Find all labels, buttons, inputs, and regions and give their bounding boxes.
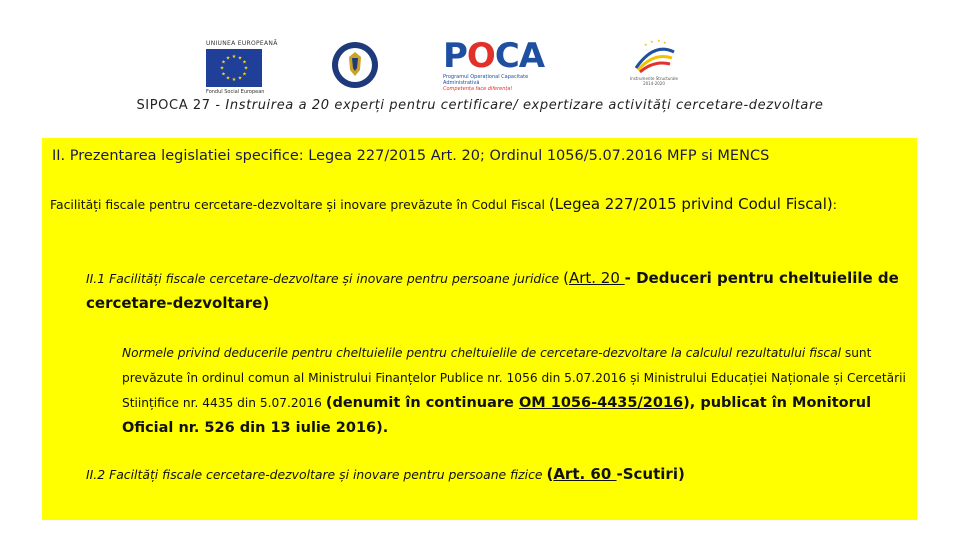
svg-text:★: ★ [242,71,247,78]
svg-text:★: ★ [663,40,667,45]
svg-text:★: ★ [225,55,231,62]
svg-text:★: ★ [231,54,237,60]
svg-text:★: ★ [221,59,226,66]
svg-text:★: ★ [237,55,243,62]
poca-wordmark: POCA [443,36,545,76]
svg-text:★: ★ [657,38,661,43]
svg-text:★: ★ [243,65,249,72]
eu-flag-icon [206,49,262,87]
content-panel [42,138,917,520]
svg-text:★: ★ [219,65,225,72]
section-heading: II. Prezentarea legislatiei specifice: Legea 227/2015 Art. 20; Ordinul 1056/5.07.2016 MFP si MENCS [52,148,770,164]
paragraph-fiscal-facilities: Facilități fiscale pentru cercetare-dezvoltare și inovare prevăzute în Codul Fiscal (Legea 227/2015 privind Codul Fiscal): [50,195,837,213]
paragraph-natural-persons: II.2 Faciltăți fiscale cercetare-dezvoltare și inovare pentru persoane fizice (Art. 60 -Scutiri) [86,465,685,483]
eu-logo [206,40,278,95]
svg-text:★: ★ [650,39,654,44]
poca-logo [443,38,565,94]
eu-logo-caption-bottom: Fondul Social European [206,89,265,95]
paragraph-deduction-norms: Normele privind deducerile pentru cheltuielile pentru cheltuielile de cercetare-dezvoltare la calculul rezultatului fiscal sunt prevăzute în ordinul comun al Ministrului Finanțelor Publice nr. 1056 din 5.07.2016 și Ministrului Educației Naționale și Cercetării Stiințifice nr. 4435 din 5.07.2016 (denumit în continuare OM 1056-4435/2016), publicat în Monitorul Oficial nr. 526 din 13 iulie 2016). [122,346,906,436]
paragraph-legal-entities: II.1 Facilități fiscale cercetare-dezvoltare și inovare pentru persoane juridice (Art. 20 - Deduceri pentru cheltuielile de cercetare-dezvoltare) [86,269,899,312]
poca-caption: Programul Operațional Capacitate Administrativă [443,74,529,86]
romanian-government-emblem-icon [330,40,380,90]
svg-text:★: ★ [231,77,237,83]
structural-instruments-logo [624,38,684,94]
poca-slogan: Competența face diferența! [443,86,513,92]
svg-text:★: ★ [242,59,247,66]
logo-bar [0,36,960,96]
svg-text:★: ★ [221,71,226,78]
eu-logo-caption-top: UNIUNEA EUROPEANĂ [206,40,278,47]
svg-text:★: ★ [644,42,648,47]
svg-text:★: ★ [237,75,243,82]
project-subtitle: SIPOCA 27 - Instruirea a 20 experți pentru certificare/ expertizare activități cercetare-dezvoltare [136,98,824,113]
svg-text:★: ★ [225,75,231,82]
structural-instruments-caption: Instrumente Structurale 2014-2020 [630,76,678,86]
